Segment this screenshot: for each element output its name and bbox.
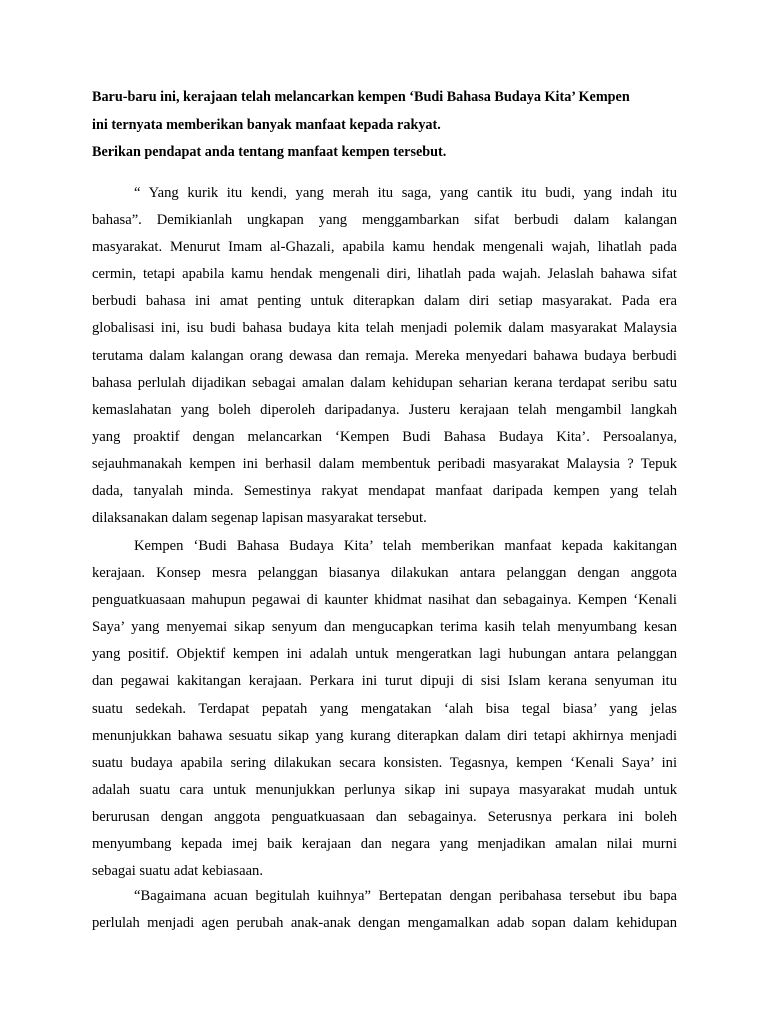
essay-question [92,84,677,167]
paragraph-line: sejauhmanakah kempen ini berhasil dalam membentuk peribadi masyarakat Malaysia ? Tepuk [92,455,677,472]
paragraph-line: suatu sedekah. Terdapat pepatah yang mengatakan ‘alah bisa tegal biasa’ yang jelas [92,700,677,717]
paragraph-line: sebagai suatu adat kebiasaan. [92,863,263,880]
paragraph-line: berbudi bahasa ini amat penting untuk diterapkan dalam diri setiap masyarakat. Pada era [92,293,677,310]
paragraph-line: dilaksanakan dalam segenap lapisan masyarakat tersebut. [92,510,427,527]
paragraph-line: “ Yang kurik itu kendi, yang merah itu saga, yang cantik itu budi, yang indah itu [134,185,677,201]
paragraph-body-1 [92,533,677,885]
paragraph-line: penguatkuasaan mahupun pegawai di kaunter khidmat nasihat dan sebagainya. Kempen ‘Kenali [92,592,677,609]
paragraph-line: kerajaan. Konsep mesra pelanggan biasanya dilakukan antara pelanggan dengan anggota [92,565,677,582]
paragraph-line: globalisasi ini, isu budi bahasa budaya kita telah menjadi polemik dalam masyarakat Malaysia [92,320,677,337]
paragraph-line: “Bagaimana acuan begitulah kuihnya” Bertepatan dengan peribahasa tersebut ibu bapa [134,888,677,904]
paragraph-line: adalah suatu cara untuk menunjukkan perlunya sikap ini supaya masyarakat mudah untuk [92,781,677,798]
paragraph-line: bahasa perlulah dijadikan sebagai amalan dalam kehidupan seharian kerana terdapat seribu satu [92,374,677,391]
paragraph-line: perlulah menjadi agen perubah anak-anak dengan mengamalkan adab sopan dalam kehidupan [92,915,677,932]
paragraph-line: menunjukkan bahawa sesuatu sikap yang kurang diterapkan dalam diri tetapi akhirnya menjadi [92,727,677,744]
paragraph-line: dada, tanyalah minda. Semestinya rakyat mendapat manfaat daripada kempen yang telah [92,483,677,500]
paragraph-introduction [92,180,677,532]
paragraph-line: dan pegawai kakitangan kerajaan. Perkara ini turut dipuji di sisi Islam kerana senyuman itu [92,673,677,690]
paragraph-line: Kempen ‘Budi Bahasa Budaya Kita’ telah memberikan manfaat kepada kakitangan [134,538,677,554]
paragraph-line: bahasa”. Demikianlah ungkapan yang menggambarkan sifat berbudi dalam kalangan [92,212,677,229]
paragraph-body-2 [92,883,677,937]
paragraph-line: cermin, tetapi apabila kamu hendak mengenali diri, lihatlah pada wajah. Jelaslah bahawa sifat [92,266,677,283]
paragraph-line: suatu budaya apabila sering dilakukan secara konsisten. Tegasnya, kempen ‘Kenali Saya’ ini [92,754,677,771]
paragraph-line: menyumbang kepada imej baik kerajaan dan negara yang menjadikan amalan nilai murni [92,836,677,853]
paragraph-line: terutama dalam kalangan orang dewasa dan remaja. Mereka menyedari bahawa budaya berbudi [92,347,677,364]
question-line: ini ternyata memberikan banyak manfaat kepada rakyat. [92,116,441,133]
paragraph-line: masyarakat. Menurut Imam al-Ghazali, apabila kamu hendak mengenali wajah, lihatlah pada [92,239,677,256]
paragraph-line: yang positif. Objektif kempen ini adalah untuk mengeratkan lagi hubungan antara pelanggan [92,646,677,663]
paragraph-line: kemaslahatan yang boleh diperoleh daripadanya. Justeru kerajaan telah mengambil langkah [92,401,677,418]
paragraph-line: yang proaktif dengan melancarkan ‘Kempen Budi Bahasa Budaya Kita’. Persoalanya, [92,428,677,445]
question-line: Berikan pendapat anda tentang manfaat kempen tersebut. [92,144,447,160]
paragraph-line: berurusan dengan anggota penguatkuasaan dan sebagainya. Seterusnya perkara ini boleh [92,808,677,825]
paragraph-line: Saya’ yang menyemai sikap senyum dan mengucapkan terima kasih telah menyumbang kesan [92,619,677,636]
question-line: Baru-baru ini, kerajaan telah melancarkan kempen ‘Budi Bahasa Budaya Kita’ Kempen [92,89,630,105]
